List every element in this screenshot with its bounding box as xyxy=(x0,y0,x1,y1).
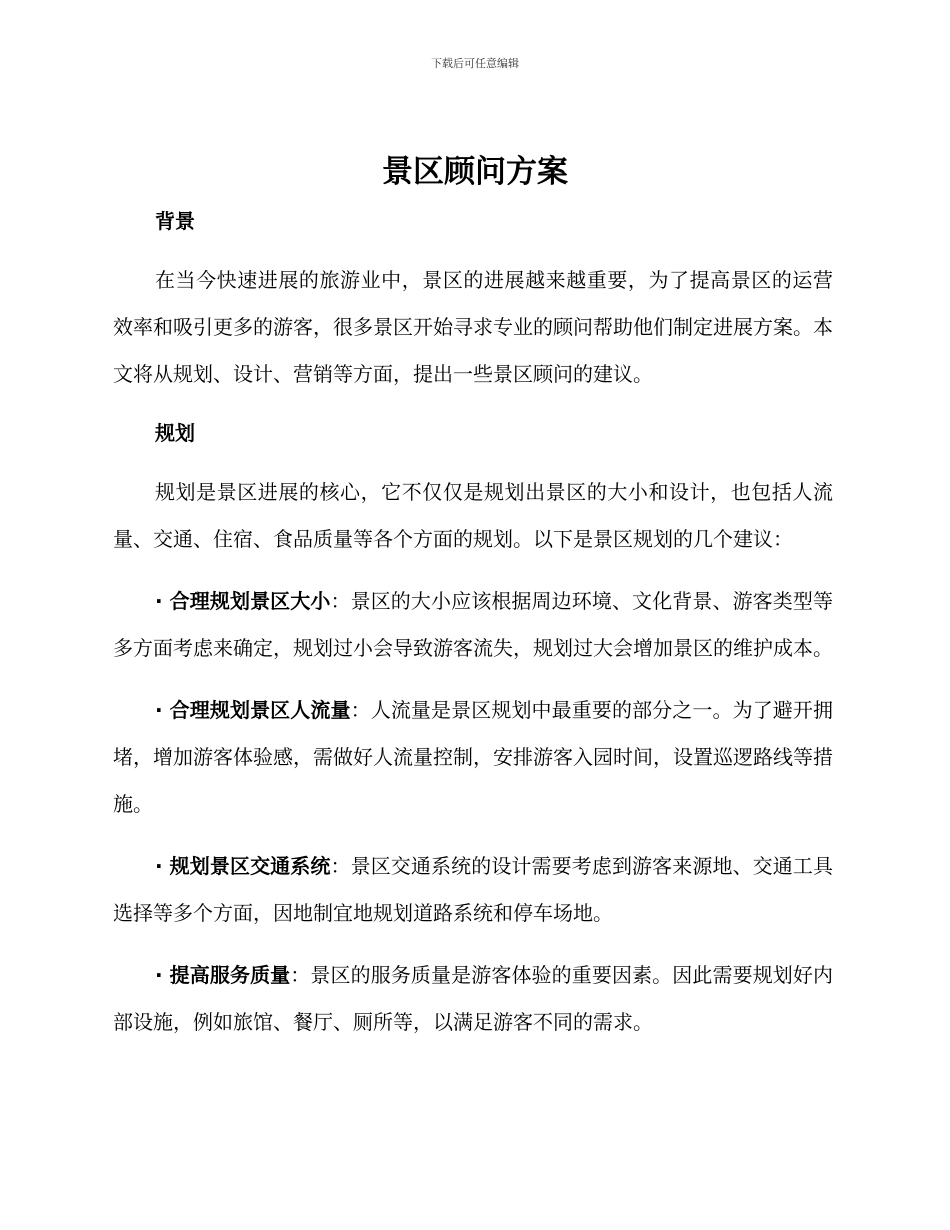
section-heading-planning: 规划 xyxy=(155,421,195,445)
bullet-label: · 合理规划景区人流量 xyxy=(155,698,351,722)
bullet-label: · 合理规划景区大小 xyxy=(155,589,331,613)
bullet-item-scenic-size xyxy=(113,578,833,672)
bullet-label: · 规划景区交通系统 xyxy=(155,854,331,878)
bullet-item-visitor-flow xyxy=(113,687,833,828)
document-body xyxy=(113,201,833,1046)
background-paragraph: 在当今快速进展的旅游业中，景区的进展越来越重要，为了提高景区的运营效率和吸引更多的游客，很多景区开始寻求专业的顾问帮助他们制定进展方案。本文将从规划、设计、营销等方面，提出一些景区顾问的建议。 xyxy=(113,268,833,386)
document-title: 景区顾问方案 xyxy=(382,154,568,190)
section-heading-background: 背景 xyxy=(155,209,195,233)
planning-intro-paragraph: 规划是景区进展的核心，它不仅仅是规划出景区的大小和设计，也包括人流量、交通、住宿、食品质量等各个方面的规划。以下是景区规划的几个建议： xyxy=(113,480,833,551)
bullet-label: · 提高服务质量 xyxy=(155,963,291,987)
bullet-item-service-quality xyxy=(113,952,833,1046)
bullet-text: ：景区的服务质量是游客体验的重要因素。因此需要规划好内部设施，例如旅馆、餐厅、厕所等，以满足游客不同的需求。 xyxy=(113,963,834,1034)
bullet-item-transport-system xyxy=(113,843,833,937)
bullet-text: ：景区的大小应该根据周边环境、文化背景、游客类型等多方面考虑来确定，规划过小会导致游客流失，规划过大会增加景区的维护成本。 xyxy=(113,589,833,660)
bullet-text: ：景区交通系统的设计需要考虑到游客来源地、交通工具选择等多个方面，因地制宜地规划道路系统和停车场地。 xyxy=(113,854,833,925)
bullet-text: ：人流量是景区规划中最重要的部分之一。为了避开拥堵，增加游客体验感，需做好人流量控制，安排游客入园时间，设置巡逻路线等措施。 xyxy=(113,698,834,816)
page-header-note: 下载后可任意编辑 xyxy=(431,57,519,70)
